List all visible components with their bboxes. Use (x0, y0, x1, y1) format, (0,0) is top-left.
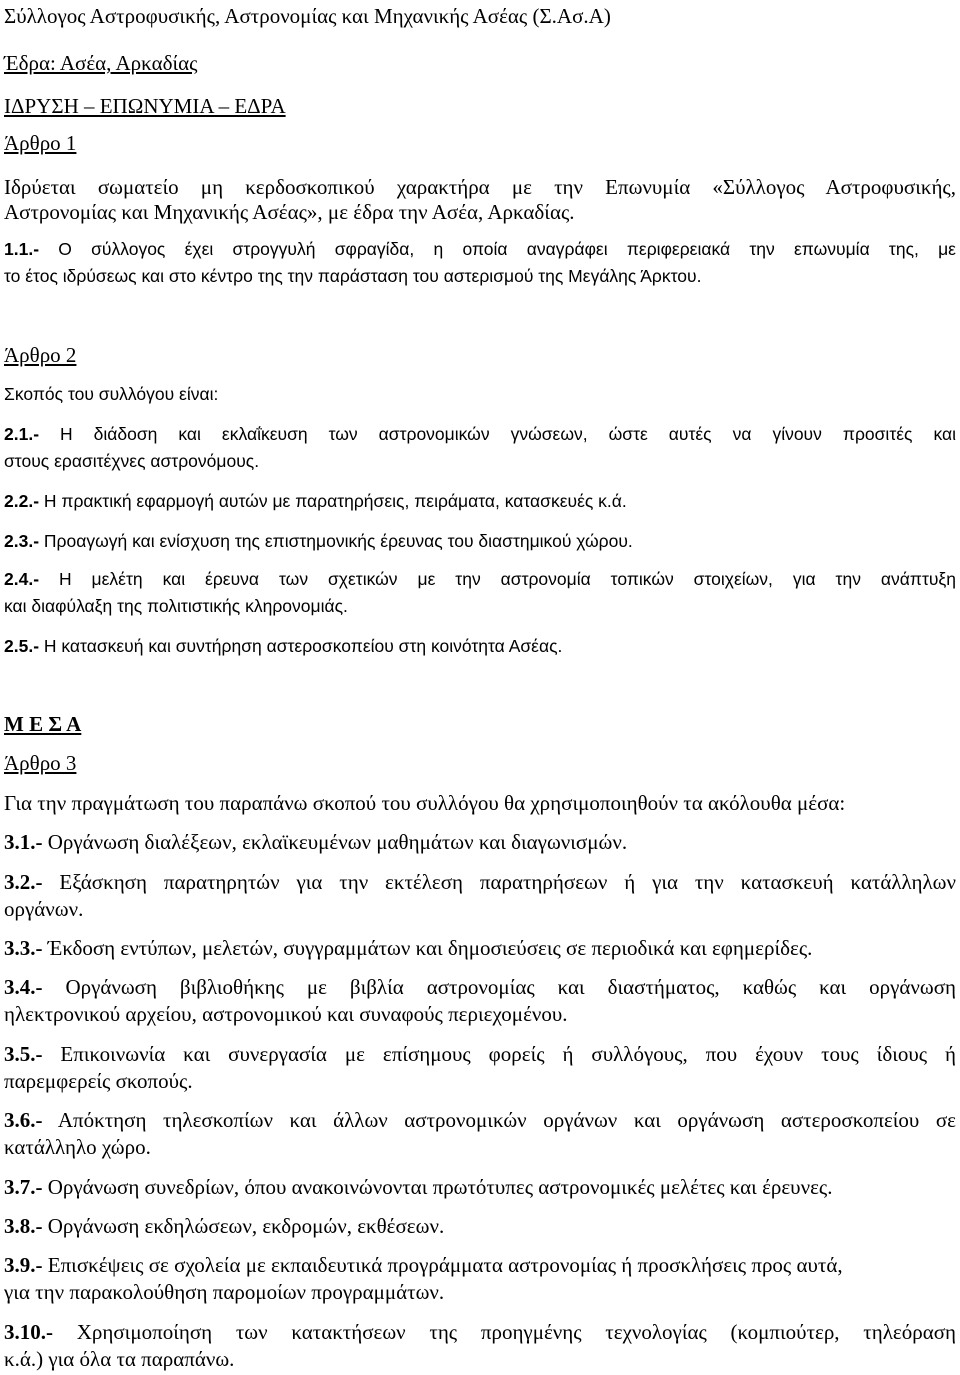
clause-2-4-line2: και διαφύλαξη της πολιτιστικής κληρονομιάς. (4, 596, 348, 616)
association-name: Σύλλογος Αστροφυσικής, Αστρονομίας και Μηχανικής Ασέας (Σ.Ασ.Α) (4, 4, 611, 28)
clause-number: 3.9.- (4, 1253, 43, 1277)
clause-3-5-line2: παρεμφερείς σκοπούς. (4, 1069, 193, 1093)
article-1-text-line2: Αστρονομίας και Μηχανικής Ασέας», με έδρα την Ασέα, Αρκαδίας. (4, 200, 575, 224)
clause-number: 2.3.- (4, 531, 40, 551)
clause-1-1-line2: το έτος ιδρύσεως και στο κέντρο της την παράσταση του αστερισμού της Μεγάλης Άρκτου. (4, 266, 702, 286)
clause-3-6 (4, 1107, 956, 1133)
clause-text: Εξάσκηση παρατηρητών για την εκτέλεση παρατηρήσεων ή για την κατασκευή κατάλληλων (42, 870, 956, 894)
article-3-heading: Άρθρο 3 (4, 751, 77, 775)
clause-number: 2.2.- (4, 491, 40, 511)
clause-3-10-line2: κ.ά.) για όλα τα παραπάνω. (4, 1347, 235, 1371)
clause-3-5 (4, 1041, 956, 1067)
clause-3-6-line2: κατάλληλο χώρο. (4, 1135, 151, 1159)
clause-number: 2.5.- (4, 636, 40, 656)
article-2-intro: Σκοπός του συλλόγου είναι: (4, 384, 219, 404)
clause-number: 3.5.- (4, 1042, 43, 1066)
clause-3-2-line2: οργάνων. (4, 897, 84, 921)
founding-heading: ΙΔΡΥΣΗ – ΕΠΩΝΥΜΙΑ – ΕΔΡΑ (4, 94, 286, 118)
clause-number: 3.3.- (4, 936, 43, 960)
clause-3-9-line2: για την παρακολούθηση παρομοίων προγραμμάτων. (4, 1280, 445, 1304)
clause-text: Επικοινωνία και συνεργασία με επίσημους φορείς ή συλλόγους, που έχουν τους ίδιους ή (42, 1042, 956, 1066)
clause-3-4-line2: ηλεκτρονικού αρχείου, αστρονομικού και συναφούς περιεχομένου. (4, 1002, 568, 1026)
clause-text: Προαγωγή και ενίσχυση της επιστημονικής έρευνας του διαστημικού χώρου. (39, 531, 633, 551)
clause-text: Η κατασκευή και συντήρηση αστεροσκοπείου στη κοινότητα Ασέας. (39, 636, 563, 656)
clause-3-10 (4, 1319, 956, 1345)
clause-text: Επισκέψεις σε σχολεία με εκπαιδευτικά προγράμματα αστρονομίας ή προσκλήσεις προς αυτά, (42, 1253, 843, 1277)
clause-text: Οργάνωση εκδηλώσεων, εκδρομών, εκθέσεων. (42, 1214, 445, 1238)
clause-number: 3.8.- (4, 1214, 43, 1238)
clause-number: 2.4.- (4, 569, 40, 589)
clause-text: Οργάνωση διαλέξεων, εκλαϊκευμένων μαθημάτων και διαγωνισμών. (42, 830, 628, 854)
clause-number: 1.1.- (4, 239, 40, 259)
clause-3-7 (4, 1174, 956, 1200)
clause-3-2 (4, 869, 956, 895)
clause-number: 3.2.- (4, 870, 43, 894)
clause-1-1 (4, 237, 956, 261)
clause-number: 2.1.- (4, 424, 40, 444)
article-1-text-line1: Ιδρύεται σωματείο μη κερδοσκοπικού χαρακτήρα με την Επωνυμία «Σύλλογος Αστροφυσικής, (4, 175, 956, 199)
clause-3-4 (4, 974, 956, 1000)
clause-text: Η μελέτη και έρευνα των σχετικών με την αστρονομία τοπικών στοιχείων, για την ανάπτυξη (39, 569, 956, 589)
clause-text: Ο σύλλογος έχει στρογγυλή σφραγίδα, η οποία αναγράφει περιφερειακά την επωνυμία της, με (39, 239, 956, 259)
seat-heading: Έδρα: Ασέα, Αρκαδίας (4, 51, 198, 75)
clause-3-1 (4, 829, 956, 855)
clause-2-3 (4, 529, 956, 553)
clause-3-9 (4, 1252, 956, 1278)
clause-number: 3.10.- (4, 1320, 53, 1344)
clause-text: Η διάδοση και εκλαΐκευση των αστρονομικών γνώσεων, ώστε αυτές να γίνουν προσιτές και (39, 424, 956, 444)
clause-3-3 (4, 935, 956, 961)
clause-2-1 (4, 422, 956, 446)
article-2-heading: Άρθρο 2 (4, 343, 77, 367)
article-1-heading: Άρθρο 1 (4, 131, 77, 155)
clause-2-5 (4, 634, 956, 658)
clause-number: 3.1.- (4, 830, 43, 854)
clause-2-4 (4, 567, 956, 591)
means-title: Μ Ε Σ Α (4, 712, 82, 736)
clause-text: Οργάνωση βιβλιοθήκης με βιβλία αστρονομίας και διαστήματος, καθώς και οργάνωση (42, 975, 956, 999)
clause-text: Η πρακτική εφαρμογή αυτών με παρατηρήσεις, πειράματα, κατασκευές κ.ά. (39, 491, 627, 511)
article-3-intro: Για την πραγμάτωση του παραπάνω σκοπού του συλλόγου θα χρησιμοποιηθούν τα ακόλουθα μέσα: (4, 791, 846, 815)
clause-number: 3.6.- (4, 1108, 43, 1132)
clause-text: Απόκτηση τηλεσκοπίων και άλλων αστρονομικών οργάνων και οργάνωση αστεροσκοπείου σε (42, 1108, 956, 1132)
clause-text: Έκδοση εντύπων, μελετών, συγγραμμάτων και δημοσιεύσεις σε περιοδικά και εφημερίδες. (42, 936, 813, 960)
clause-2-1-line2: στους ερασιτέχνες αστρονόμους. (4, 451, 260, 471)
clause-2-2 (4, 489, 956, 513)
clause-3-8 (4, 1213, 956, 1239)
clause-text: Χρησιμοποίηση των κατακτήσεων της προηγμένης τεχνολογίας (κομπιούτερ, τηλεόραση (53, 1320, 956, 1344)
clause-number: 3.7.- (4, 1175, 43, 1199)
clause-number: 3.4.- (4, 975, 43, 999)
clause-text: Οργάνωση συνεδρίων, όπου ανακοινώνονται πρωτότυπες αστρονομικές μελέτες και έρευνες. (42, 1175, 833, 1199)
